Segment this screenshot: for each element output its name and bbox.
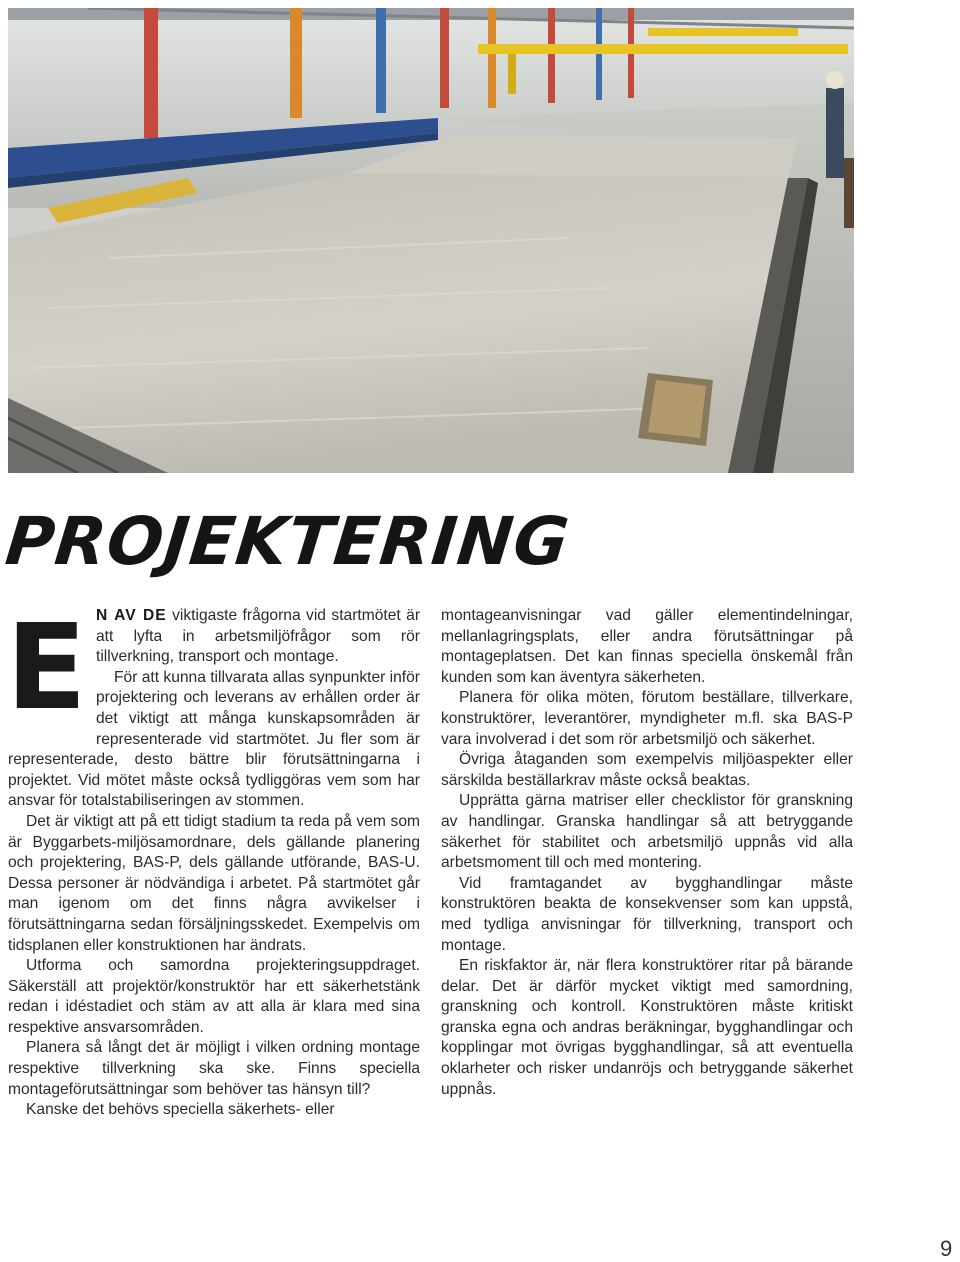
factory-illustration	[8, 8, 854, 473]
paragraph: Upprätta gärna matriser eller checklistor för granskning av handlingar. Granska handlingar så att betryggande säkerhet för stabilitet och arbetsmiljö uppnås vid alla arbetsmoment till och med montering.	[441, 792, 853, 872]
paragraph: Vid framtagandet av bygghandlingar måste konstruktören beakta de konsekvenser som kan uppstå, med tydliga anvisningar för tillverkning, transport och montage.	[441, 874, 853, 954]
factory-photo	[8, 8, 854, 473]
paragraph: montageanvisningar vad gäller elementindelningar, mellanlagringsplats, eller andra förutsättningar på montageplatsen. Det kan finnas speciella önskemål från kunden som kan äventyra säkerheten.	[441, 607, 853, 686]
intro-paragraph	[6, 598, 421, 736]
paragraph-text: viktigaste frågorna vid startmötet är att lyfta in arbetsmiljöfrågor som rör tillverkning, transport och montage.	[96, 607, 421, 666]
section-heading: PROJEKTERING	[2, 503, 574, 580]
drop-cap: E	[6, 598, 87, 736]
paragraph: En riskfaktor är, när flera konstruktörer ritar på bärande delar. Det är därför mycket viktigt med samordning, granskning och kontroll. Konstruktören måste kritiskt granska egna och andras beräkningar, bygghandlingar och kopplingar mot övrigas bygghandlingar, så att eventuella oklarheter och risker undanröjs och betryggande säkerhet uppnås.	[441, 957, 853, 1098]
paragraph: Övriga åtaganden som exempelvis miljöaspekter eller särskilda beställarkrav måste också beaktas.	[441, 751, 853, 789]
paragraph: Utforma och samordna projekteringsuppdraget. Säkerställ att projektör/konstruktör har ett säkerhetstänk redan i idéstadiet och stäm av att alla är klara med sina respektive ansvarsområden.	[8, 957, 420, 1036]
right-column	[441, 606, 853, 1100]
left-column	[6, 598, 421, 1121]
paragraph: Det är viktigt att på ett tidigt stadium ta reda på vem som är Byggarbets-miljösamordnare, dels gällande planering och projektering, BAS-P, dels gällande utförande, BAS-U. Dessa personer är nödvändiga i arbetet. På startmötet går man igenom om det finns några avvikelser i förutsättningarna sedan försäljningsskedet. Exempelvis om tidsplanen eller konstruktionen har ändrats.	[8, 812, 420, 954]
lead-in: N AV DE	[96, 607, 167, 624]
paragraph: För att kunna tillvarata allas synpunkter inför projektering och leverans av erhållen order är det viktigt att många kunskapsområden är representerade vid startmötet. Ju fler som är representerade, desto bättre blir förutsättningarna i projektet. Vid mötet måste också tydliggöras vem som har ansvar för totalstabiliseringen av stommen.	[8, 668, 420, 810]
page-number: 9	[940, 1236, 953, 1261]
paragraph: Planera så långt det är möjligt i vilken ordning montage respektive tillverkning ska ske. Finns speciella montageförutsättningar som behöver tas hänsyn till?	[8, 1039, 420, 1098]
paragraph: Planera för olika möten, förutom beställare, tillverkare, konstruktörer, leverantörer, myndigheter m.fl. ska BAS-P vara involverad i det som rör arbetsmiljö och säkerhet.	[441, 689, 853, 748]
paragraph: Kanske det behövs speciella säkerhets- eller	[26, 1101, 335, 1119]
